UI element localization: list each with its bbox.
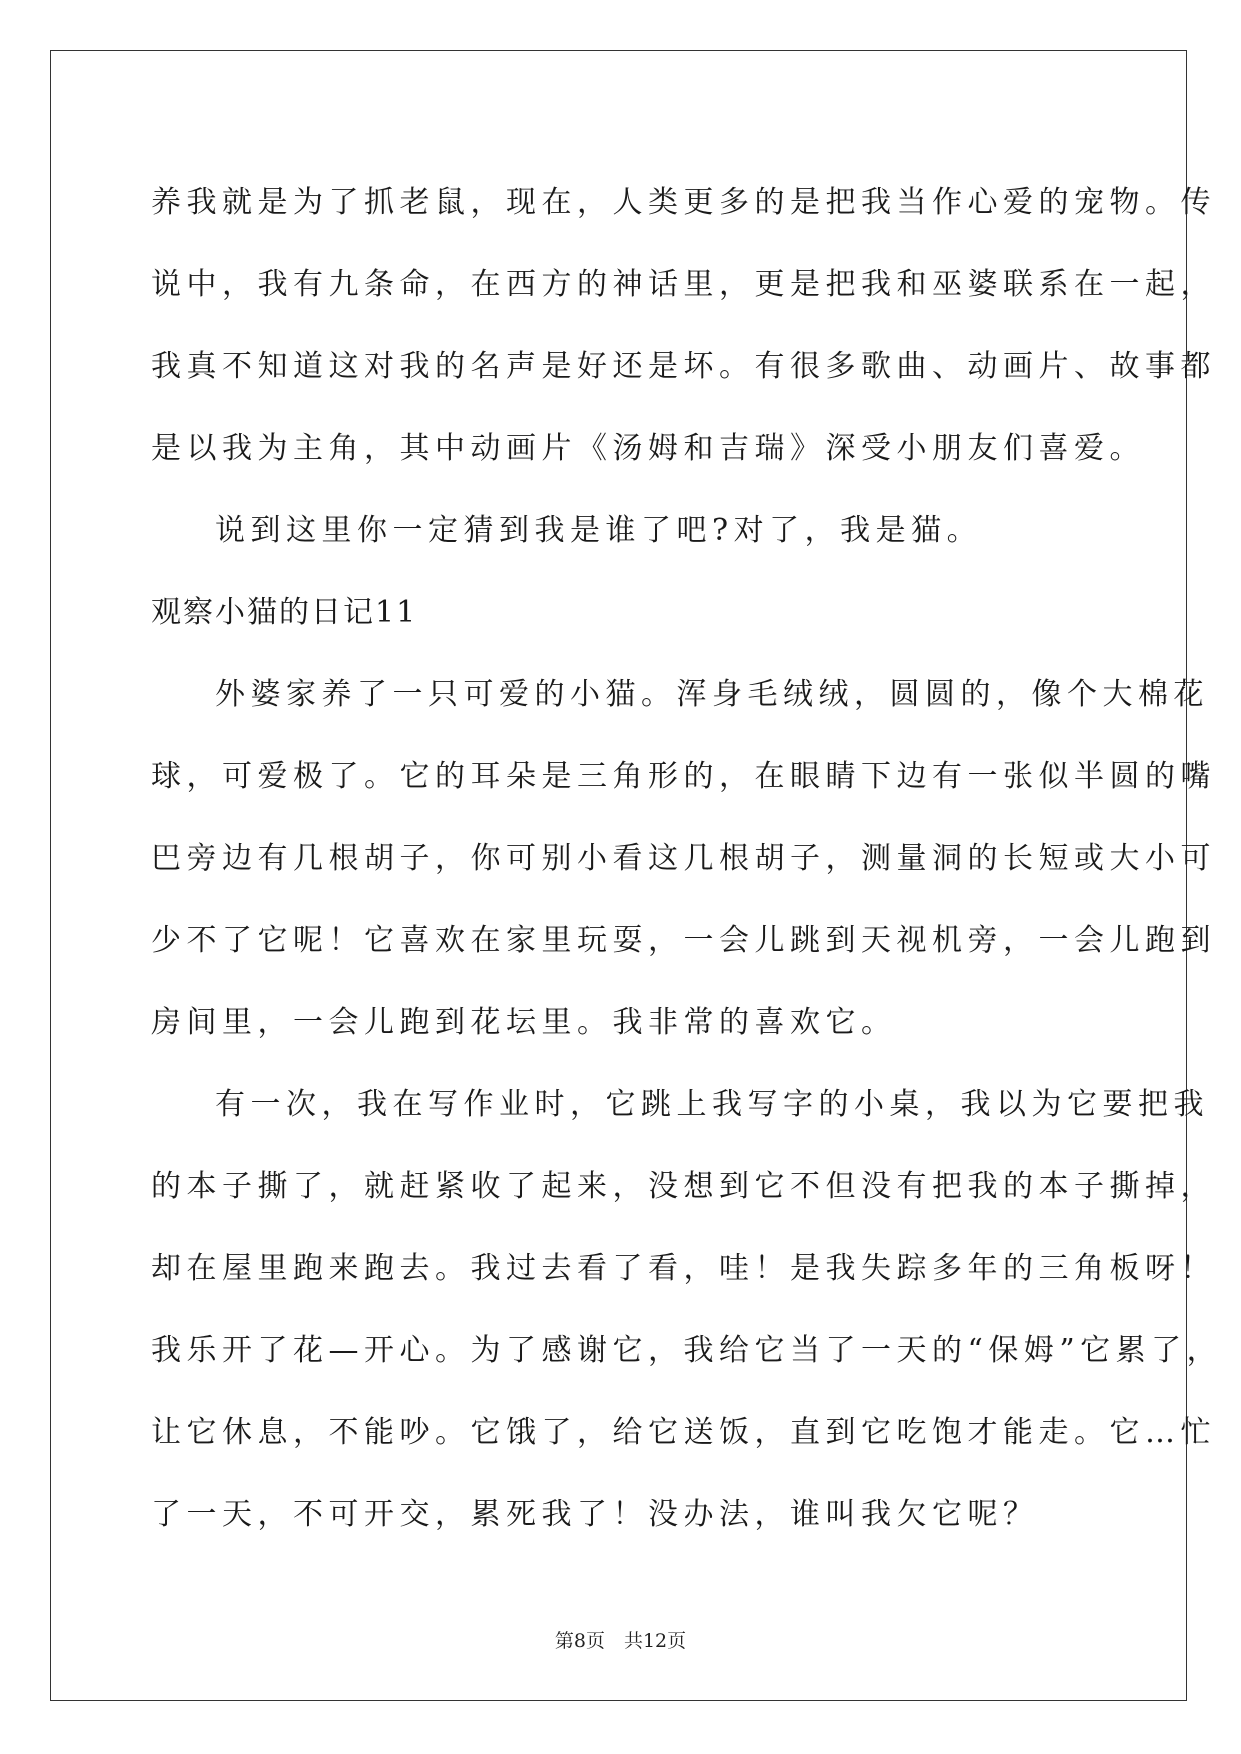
page-number-footer: 第8页 共12页 — [554, 1630, 687, 1652]
paragraph — [151, 1064, 1223, 1556]
text-line: 球，可爱极了。它的耳朵是三角形的，在眼睛下边有一张似半圆的嘴 — [151, 759, 1216, 794]
text-line: 了一天，不可开交，累死我了！没办法，谁叫我欠它呢？ — [151, 1497, 1039, 1532]
text-line: 我乐开了花—开心。为了感谢它，我给它当了一天的“保姆”它累了， — [151, 1333, 1223, 1368]
text-line: 养我就是为了抓老鼠，现在，人类更多的是把我当作心爱的宠物。传 — [151, 185, 1216, 220]
text-line: 是以我为主角，其中动画片《汤姆和吉瑞》深受小朋友们喜爱。 — [151, 431, 1145, 466]
section-title: 观察小猫的日记11 — [151, 595, 418, 630]
paragraph — [151, 490, 1091, 572]
paragraph — [151, 162, 1216, 490]
text-line: 巴旁边有几根胡子，你可别小看这几根胡子，测量洞的长短或大小可 — [151, 841, 1216, 876]
paragraph — [151, 654, 1216, 1064]
text-line: 外婆家养了一只可爱的小猫。浑身毛绒绒，圆圆的，像个大棉花 — [215, 677, 1209, 712]
document-body — [151, 162, 1223, 1556]
text-line: 有一次，我在写作业时，它跳上我写字的小桌，我以为它要把我 — [215, 1087, 1209, 1122]
text-line: 说到这里你一定猜到我是谁了吧?对了，我是猫。 — [215, 513, 983, 548]
text-line: 房间里，一会儿跑到花坛里。我非常的喜欢它。 — [151, 1005, 897, 1040]
text-line: 说中，我有九条命，在西方的神话里，更是把我和巫婆联系在一起， — [151, 267, 1216, 302]
text-line: 的本子撕了，就赶紧收了起来，没想到它不但没有把我的本子撕掉， — [151, 1169, 1216, 1204]
text-line: 少不了它呢！它喜欢在家里玩耍，一会儿跳到天视机旁，一会儿跑到 — [151, 923, 1216, 958]
text-line: 却在屋里跑来跑去。我过去看了看，哇！是我失踪多年的三角板呀！ — [151, 1251, 1216, 1286]
text-line: 让它休息，不能吵。它饿了，给它送饭，直到它吃饱才能走。它…忙 — [151, 1415, 1216, 1450]
text-line: 我真不知道这对我的名声是好还是坏。有很多歌曲、动画片、故事都 — [151, 349, 1216, 384]
